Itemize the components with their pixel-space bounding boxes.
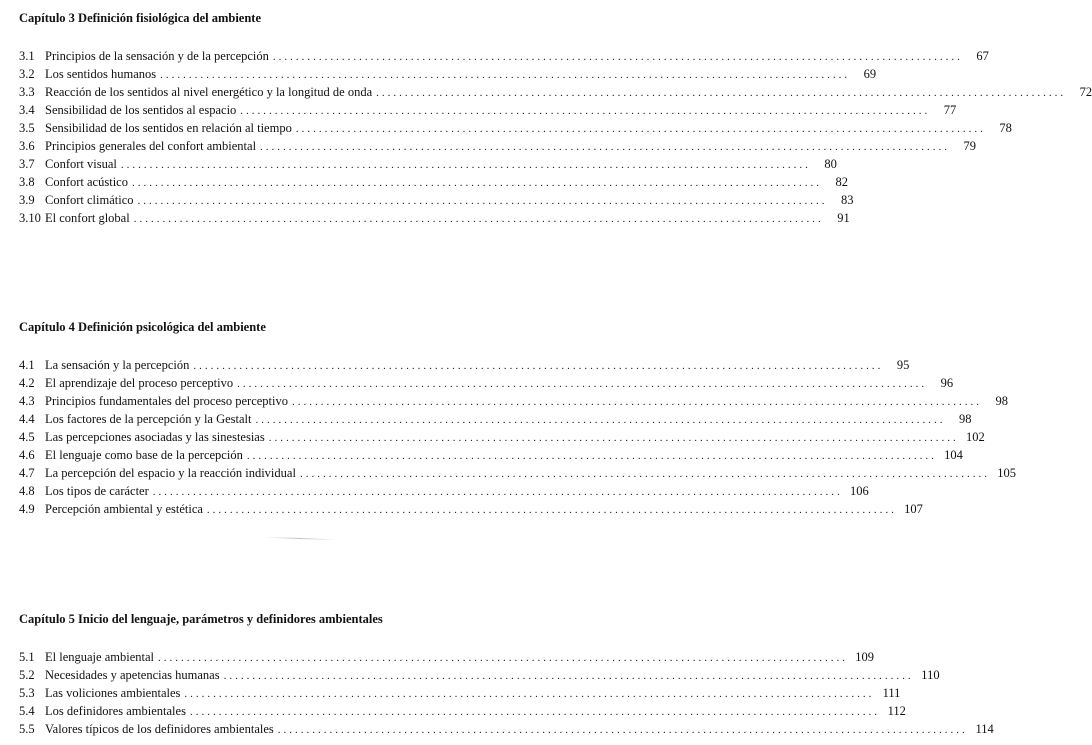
dot-leader: ........................................................................................................................ [237, 378, 928, 390]
entry-title: Reacción de los sentidos al nivel energético y la longitud de onda [45, 83, 376, 101]
entry-number: 3.5 [19, 121, 35, 135]
dot-leader: ........................................................................................................................ [137, 195, 828, 207]
entry-number: 4.5 [19, 430, 35, 444]
toc-entry [19, 500, 923, 518]
toc-entry [19, 101, 957, 119]
entry-page: 95 [896, 358, 910, 372]
toc-entry [19, 65, 877, 83]
entry-title: Confort acústico [45, 173, 132, 191]
dot-leader: ........................................................................................................................ [157, 652, 848, 664]
entry-page: 104 [944, 448, 963, 462]
entry-title: Principios generales del confort ambiental [45, 137, 260, 155]
entry-number: 5.1 [19, 650, 35, 664]
entry-number: 5.5 [19, 722, 35, 736]
entry-title: Las voliciones ambientales [45, 684, 184, 702]
entry-number: 4.3 [19, 394, 35, 408]
entry-page: 80 [824, 157, 837, 171]
entry-page: 107 [904, 502, 923, 516]
entry-page: 79 [963, 139, 977, 153]
toc-entry [19, 684, 901, 702]
entry-title: El lenguaje ambiental [45, 648, 158, 666]
entry-title: Las percepciones asociadas y las sinestesias [45, 428, 269, 446]
dot-leader: ........................................................................................................................ [184, 688, 875, 700]
toc-entry [19, 410, 972, 428]
dot-leader: ........................................................................................................................ [295, 123, 986, 135]
dot-leader: ........................................................................................................................ [291, 396, 982, 408]
entry-page: 110 [921, 668, 940, 682]
entry-title: Los tipos de carácter [45, 482, 153, 500]
chapter-title: Capítulo 3 Definición fisiológica del ambiente [19, 11, 262, 25]
entry-page: 67 [976, 49, 989, 63]
dot-leader: ........................................................................................................................ [268, 432, 959, 444]
toc-entry [19, 47, 989, 65]
toc-entry [19, 464, 1016, 482]
entry-number: 3.9 [19, 193, 35, 207]
entry-page: 111 [882, 686, 901, 700]
toc-entry [19, 137, 977, 155]
dot-leader: ........................................................................................................................ [376, 87, 1067, 99]
entry-number: 4.1 [19, 358, 35, 372]
entry-page: 91 [837, 211, 850, 225]
entry-number: 3.6 [19, 139, 35, 153]
entry-number: 5.2 [19, 668, 35, 682]
entry-title: Sensibilidad de los sentidos en relación al tiempo [45, 119, 296, 137]
entry-number: 5.4 [19, 704, 35, 718]
entry-page: 72 [1079, 85, 1092, 99]
entry-page: 106 [850, 484, 869, 498]
entry-page: 83 [841, 193, 854, 207]
dot-leader: ........................................................................................................................ [272, 51, 963, 63]
entry-title: Percepción ambiental y estética [45, 500, 207, 518]
toc-entry [19, 392, 1008, 410]
toc-entry [19, 374, 954, 392]
entry-page: 69 [863, 67, 877, 81]
entry-title: Confort climático [45, 191, 138, 209]
entry-title: El confort global [45, 209, 134, 227]
toc-entry [19, 428, 985, 446]
dot-leader: ........................................................................................................................ [260, 141, 951, 153]
entry-number: 5.3 [19, 686, 35, 700]
entry-title: Confort visual [45, 155, 121, 173]
chapter-title: Capítulo 4 Definición psicológica del ambiente [19, 320, 266, 334]
dot-leader: ........................................................................................................................ [160, 69, 851, 81]
entry-number: 4.2 [19, 376, 35, 390]
dot-leader: ........................................................................................................................ [246, 450, 937, 462]
toc-entry [19, 720, 994, 738]
entry-title: La sensación y la percepción [45, 356, 193, 374]
dot-leader: ........................................................................................................................ [189, 706, 880, 718]
entry-page: 112 [887, 704, 906, 718]
toc-entry [19, 666, 940, 684]
entry-title: El lenguaje como base de la percepción [45, 446, 247, 464]
entry-number: 3.4 [19, 103, 35, 117]
entry-title: El aprendizaje del proceso perceptivo [45, 374, 237, 392]
dot-leader: ........................................................................................................................ [133, 213, 824, 225]
toc-entry [19, 83, 1092, 101]
entry-title: Los sentidos humanos [45, 65, 160, 83]
toc-entry [19, 173, 848, 191]
toc-entry [19, 648, 874, 666]
toc-entry [19, 356, 910, 374]
dot-leader: ........................................................................................................................ [277, 724, 968, 736]
toc-entry [19, 155, 837, 173]
entry-title: Sensibilidad de los sentidos al espacio [45, 101, 240, 119]
entry-page: 98 [995, 394, 1008, 408]
entry-number: 4.4 [19, 412, 35, 426]
toc-entry [19, 702, 906, 720]
entry-page: 77 [943, 103, 957, 117]
dot-leader: ........................................................................................................................ [152, 486, 843, 498]
dot-leader: ........................................................................................................................ [299, 468, 990, 480]
dot-leader: ........................................................................................................................ [240, 105, 931, 117]
dot-leader: ........................................................................................................................ [120, 159, 811, 171]
entry-page: 98 [959, 412, 972, 426]
entry-number: 4.8 [19, 484, 35, 498]
dot-leader: ........................................................................................................................ [131, 177, 822, 189]
entry-number: 4.7 [19, 466, 35, 480]
dot-leader: ........................................................................................................................ [193, 360, 884, 372]
entry-page: 82 [835, 175, 848, 189]
scan-smudge [265, 537, 335, 540]
entry-number: 4.6 [19, 448, 35, 462]
entry-title: Principios fundamentales del proceso perceptivo [45, 392, 292, 410]
chapter-title: Capítulo 5 Inicio del lenguaje, parámetros y definidores ambientales [19, 612, 383, 626]
toc-entry [19, 191, 854, 209]
entry-number: 4.9 [19, 502, 35, 516]
entry-title: Los factores de la percepción y la Gestalt [45, 410, 256, 428]
entry-number: 3.7 [19, 157, 35, 171]
dot-leader: ........................................................................................................................ [206, 504, 897, 516]
dot-leader: ........................................................................................................................ [223, 670, 914, 682]
entry-page: 114 [975, 722, 994, 736]
toc-entry [19, 209, 850, 227]
entry-page: 78 [999, 121, 1012, 135]
entry-title: Los definidores ambientales [45, 702, 190, 720]
entry-number: 3.10 [19, 211, 41, 225]
toc-entry [19, 446, 963, 464]
entry-title: Valores típicos de los definidores ambientales [45, 720, 278, 738]
entry-number: 3.2 [19, 67, 35, 81]
entry-page: 105 [997, 466, 1016, 480]
entry-title: La percepción del espacio y la reacción individual [45, 464, 300, 482]
toc-entry [19, 119, 1012, 137]
entry-number: 3.8 [19, 175, 35, 189]
dot-leader: ........................................................................................................................ [255, 414, 946, 426]
entry-page: 102 [965, 430, 985, 444]
entry-title: Principios de la sensación y de la percepción [45, 47, 273, 65]
entry-page: 109 [855, 650, 874, 664]
entry-number: 3.1 [19, 49, 35, 63]
toc-entry [19, 482, 869, 500]
entry-number: 3.3 [19, 85, 35, 99]
entry-title: Necesidades y apetencias humanas [45, 666, 224, 684]
entry-page: 96 [940, 376, 954, 390]
